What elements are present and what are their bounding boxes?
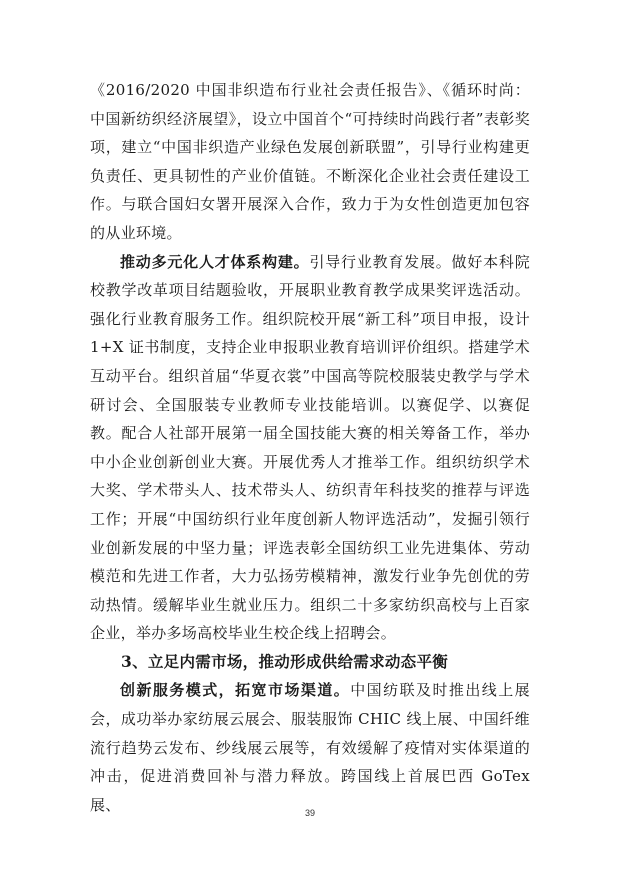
paragraph-text: 《2016/2020 中国非织造布行业社会责任报告》、《循环时尚：中国新纺织经济展望》，设立中国首个“可持续时尚践行者”表彰奖项，建立“中国非织造产业绿色发展创新联盟”，引导行业构建更负责任、更具韧性的产业价值链。不断深化企业社会责任建设工作。与联合国妇女署开展深入合作，致力于为女性创造更加包容的从业环境。 — [90, 81, 530, 242]
paragraph-talent-system — [90, 248, 530, 648]
paragraph-lead: 创新服务模式，拓宽市场渠道。 — [120, 681, 351, 700]
section-heading: 3、立足内需市场，推动形成供给需求动态平衡 — [121, 651, 449, 671]
paragraph-text: 中国纺联及时推出线上展会，成功举办家纺展云展会、服装服饰 CHIC 线上展、中国纤维流行趋势云发布、纱线展云展等，有效缓解了疫情对实体渠道的冲击，促进消费回补与潜力释放。跨国线上首展巴西 GoTex 展、 — [90, 681, 530, 814]
page-number: 39 — [304, 808, 315, 818]
paragraph-market-channels — [90, 676, 530, 819]
paragraph-social-responsibility — [90, 76, 530, 248]
paragraph-text: 引导行业教育发展。做好本科院校教学改革项目结题验收，开展职业教育教学成果奖评选活动。强化行业教育服务工作。组织院校开展“新工科”项目申报，设计 1+X 证书制度，支持企业申报职业教育培训评价组织。搭建学术互动平台。组织首届“华夏衣裳”中国高等院校服装史教学与学术研讨会、全国服装专业教师专业技能培训。以赛促学、以赛促教。配合人社部开展第一届全国技能大赛的相关筹备工作，举办中小企业创新创业大赛。开展优秀人才推举工作。组织纺织学术大奖、学术带头人、技术带头人、纺织青年科技奖的推荐与评选工作；开展“中国纺织行业年度创新人物评选活动”，发掘引领行业创新发展的中坚力量；评选表彰全国纺织工业先进集体、劳动模范和先进工作者，大力弘扬劳模精神，激发行业争先创优的劳动热情。缓解毕业生就业压力。组织二十多家纺织高校与上百家企业，举办多场高校毕业生校企线上招聘会。 — [90, 252, 530, 643]
paragraph-lead: 推动多元化人才体系构建。 — [120, 252, 310, 271]
document-body — [90, 76, 530, 819]
